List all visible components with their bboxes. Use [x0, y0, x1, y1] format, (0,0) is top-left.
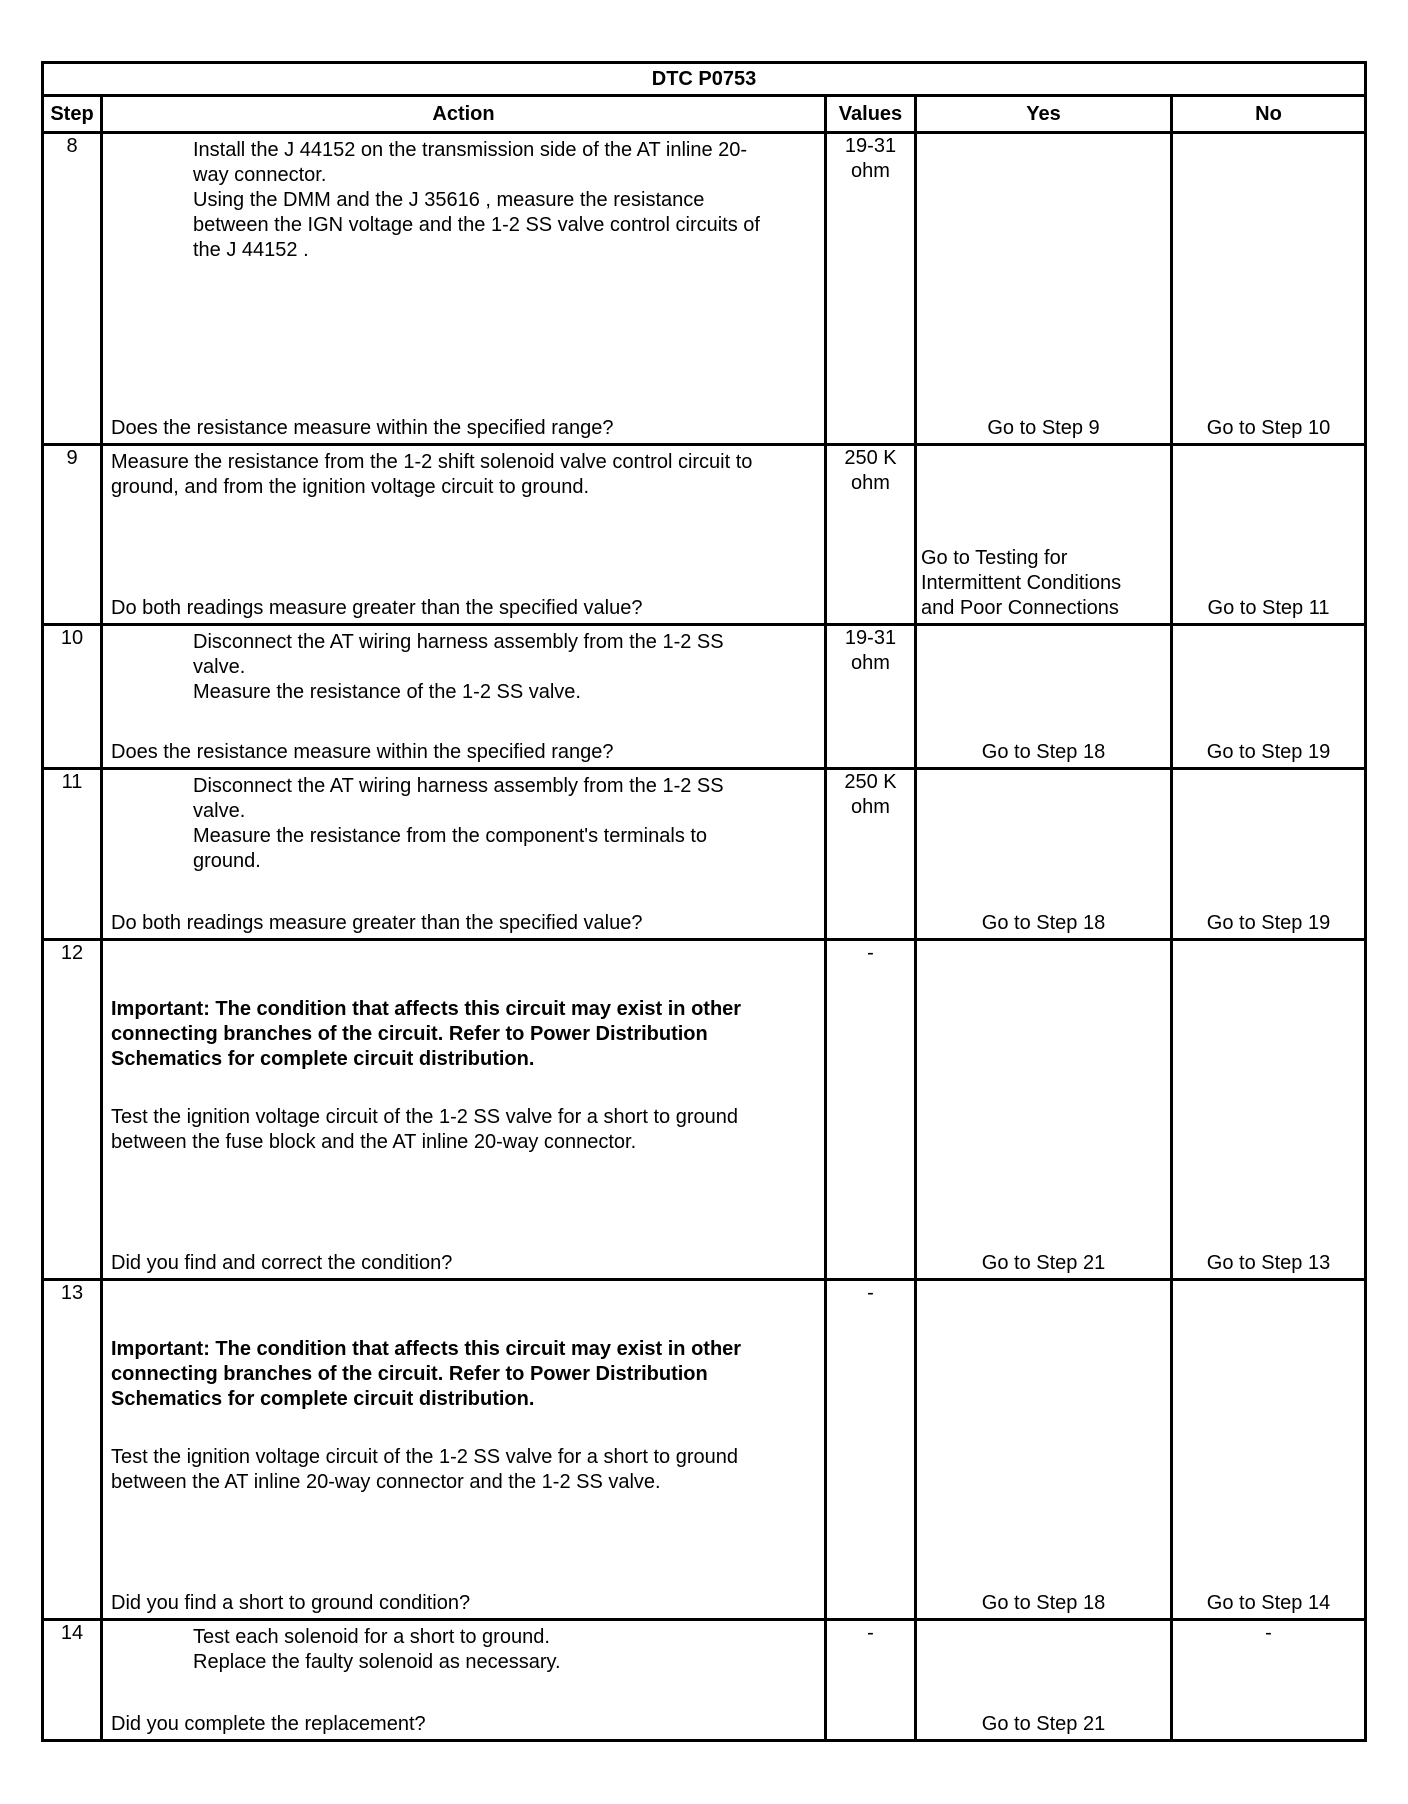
important-note: Important: The condition that affects this circuit may exist in other connecting branches of the circuit. Refer to Power Distribution Schematics for complete circuit distribution.: [111, 1338, 742, 1410]
no-action: Go to Step 14: [1206, 1592, 1331, 1614]
header-action: Action: [102, 96, 826, 133]
action-cell: [102, 133, 826, 445]
header-no: No: [1172, 96, 1366, 133]
table-row: [43, 769, 1366, 940]
instruction-text: Test the ignition voltage circuit of the 1-2 SS valve for a short to ground between the fuse block and the AT inline 20-way connector.: [111, 1106, 739, 1153]
yes-action: Go to Step 21: [981, 1252, 1106, 1274]
action-text: Disconnect the AT wiring harness assembly from the 1-2 SS valve. Measure the resistance of the 1-2 SS valve.: [193, 631, 724, 703]
question-text: Does the resistance measure within the specified range?: [111, 741, 614, 763]
action-text: [103, 1281, 824, 1495]
step-number: 9: [43, 445, 102, 625]
step-number: 13: [43, 1280, 102, 1620]
action-text: Test each solenoid for a short to ground. Replace the faulty solenoid as necessary.: [193, 1626, 561, 1673]
action-cell: [102, 445, 826, 625]
action-cell: [102, 769, 826, 940]
no-action: Go to Step 11: [1207, 597, 1330, 619]
step-number: 8: [43, 133, 102, 445]
table-title-row: [43, 63, 1366, 96]
step-number: 10: [43, 625, 102, 769]
yes-cell: [916, 1280, 1172, 1620]
yes-cell: [916, 133, 1172, 445]
table-row: [43, 625, 1366, 769]
question-text: Did you find a short to ground condition?: [111, 1592, 471, 1614]
value-cell: 250 K ohm: [826, 769, 916, 940]
header-yes: Yes: [916, 96, 1172, 133]
yes-action: Go to Step 21: [981, 1713, 1106, 1735]
yes-cell: [916, 1620, 1172, 1741]
yes-cell: [916, 625, 1172, 769]
step-number: 12: [43, 940, 102, 1280]
table-row: [43, 133, 1366, 445]
table-header-row: [43, 96, 1366, 133]
table-row: [43, 940, 1366, 1280]
no-cell: [1172, 625, 1366, 769]
table-title: DTC P0753: [43, 63, 1366, 96]
yes-action: Go to Step 18: [981, 1592, 1106, 1614]
step-number: 14: [43, 1620, 102, 1741]
table-row: [43, 1280, 1366, 1620]
no-cell: [1172, 445, 1366, 625]
action-text: Install the J 44152 on the transmission side of the AT inline 20- way connector. Using the DMM and the J 35616 , measure the resistance between the IGN voltage and the 1-2 SS valve control circuits of the J 44152 .: [193, 139, 760, 261]
question-text: Do both readings measure greater than the specified value?: [111, 912, 643, 934]
yes-cell: [916, 769, 1172, 940]
no-cell: [1172, 769, 1366, 940]
action-cell: [102, 1280, 826, 1620]
question-text: Did you complete the replacement?: [111, 1713, 426, 1735]
no-action: Go to Step 10: [1206, 417, 1331, 439]
value-cell: 19-31 ohm: [826, 133, 916, 445]
value-cell: 19-31 ohm: [826, 625, 916, 769]
action-cell: [102, 1620, 826, 1741]
dtc-table: [41, 61, 1367, 1742]
header-step: Step: [43, 96, 102, 133]
question-text: Did you find and correct the condition?: [111, 1252, 453, 1274]
yes-cell: [916, 445, 1172, 625]
no-action: Go to Step 13: [1206, 1252, 1331, 1274]
yes-action: Go to Step 9: [987, 417, 1100, 439]
question-text: Do both readings measure greater than the specified value?: [111, 597, 643, 619]
header-values: Values: [826, 96, 916, 133]
table-row: [43, 445, 1366, 625]
action-cell: [102, 940, 826, 1280]
no-action: Go to Step 19: [1206, 912, 1331, 934]
no-action: Go to Step 19: [1206, 741, 1331, 763]
value-cell: 250 K ohm: [826, 445, 916, 625]
instruction-text: Test the ignition voltage circuit of the 1-2 SS valve for a short to ground between the AT inline 20-way connector and the 1-2 SS valve.: [111, 1446, 739, 1493]
yes-action: Go to Testing for Intermittent Conditions and Poor Connections: [921, 547, 1122, 619]
table-row: [43, 1620, 1366, 1741]
yes-action: Go to Step 18: [981, 741, 1106, 763]
value-cell: -: [826, 1620, 916, 1741]
question-text: Does the resistance measure within the specified range?: [111, 417, 614, 439]
action-text: Measure the resistance from the 1-2 shift solenoid valve control circuit to ground, and from the ignition voltage circuit to ground.: [111, 451, 753, 498]
value-cell: -: [826, 1280, 916, 1620]
no-cell: [1172, 940, 1366, 1280]
important-note: Important: The condition that affects this circuit may exist in other connecting branches of the circuit. Refer to Power Distribution Schematics for complete circuit distribution.: [111, 998, 742, 1070]
action-text: [103, 941, 824, 1155]
no-cell: [1172, 1280, 1366, 1620]
no-cell: [1172, 133, 1366, 445]
no-cell: -: [1172, 1620, 1366, 1741]
action-text: Disconnect the AT wiring harness assembly from the 1-2 SS valve. Measure the resistance from the component's terminals to ground.: [193, 775, 724, 872]
value-cell: -: [826, 940, 916, 1280]
step-number: 11: [43, 769, 102, 940]
yes-cell: [916, 940, 1172, 1280]
action-cell: [102, 625, 826, 769]
yes-action: Go to Step 18: [981, 912, 1106, 934]
